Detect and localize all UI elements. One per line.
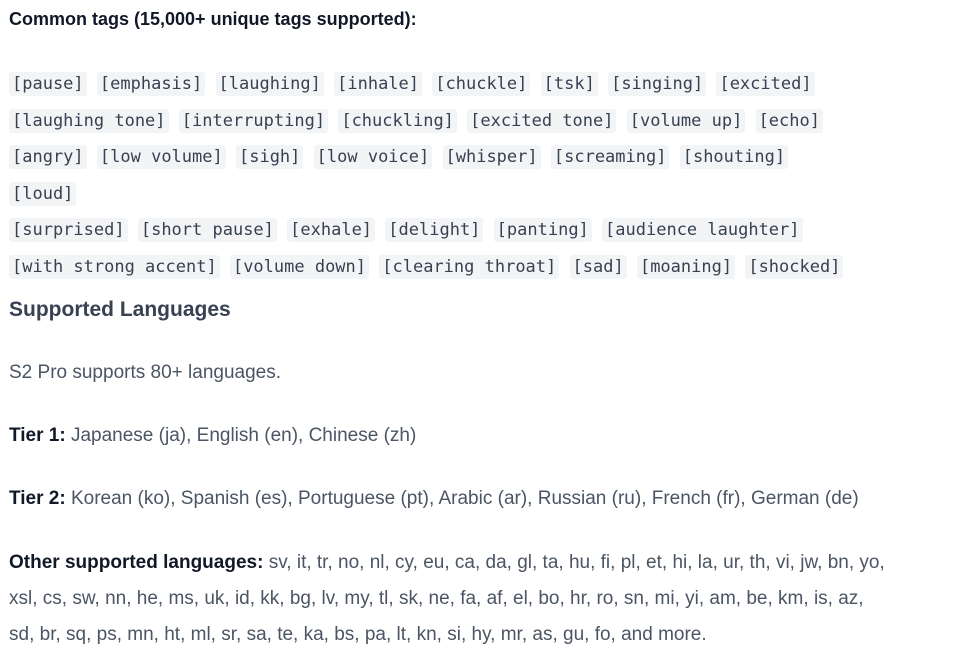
tag-item: [low volume] (97, 145, 226, 169)
common-tags-heading: Common tags (15,000+ unique tags supported): (9, 9, 417, 29)
tag-item: [sigh] (236, 145, 303, 169)
tag-item: [short pause] (138, 218, 277, 242)
tier2-text: Korean (ko), Spanish (es), Portuguese (pt), Arabic (ar), Russian (ru), French (fr), German (de) (65, 488, 859, 509)
tag-item: [moaning] (637, 255, 735, 279)
tier2-languages (9, 488, 936, 510)
tag-item: [interrupting] (179, 109, 328, 133)
tag-item: [exhale] (287, 218, 375, 242)
tag-item: [low voice] (314, 145, 433, 169)
tag-item: [delight] (385, 218, 483, 242)
tag-item: [echo] (756, 109, 823, 133)
tag-item: [excited] (716, 72, 814, 96)
tag-item: [panting] (494, 218, 592, 242)
tag-item: [excited tone] (467, 109, 616, 133)
tier1-text: Japanese (ja), English (en), Chinese (zh) (65, 425, 417, 446)
tag-item: [shocked] (745, 255, 843, 279)
tag-item: [surprised] (9, 218, 128, 242)
tag-item: [shouting] (680, 145, 788, 169)
tag-item: [pause] (9, 72, 87, 96)
tag-item: [volume down] (230, 255, 369, 279)
tag-item: [tsk] (541, 72, 598, 96)
tier1-label: Tier 1: (9, 425, 66, 446)
tag-item: [laughing] (216, 72, 324, 96)
other-languages-text: sv, it, tr, no, nl, cy, eu, ca, da, gl, ta, hu, fi, pl, et, hi, la, ur, th, vi, jw, bn, yo, xsl, cs, sw, nn, he, ms, uk, id, kk, bg, lv, my, tl, sk, ne, fa, af, el, bo, hr, ro, sn, mi, yi, am, be, km, is, az, sd, br, sq, ps, mn, ht, ml, sr, sa, te, ka, bs, pa, lt, kn, si, hy, mr, as, gu, fo, and more. (9, 552, 885, 645)
tag-item: [inhale] (334, 72, 422, 96)
tag-item: [loud] (9, 182, 76, 206)
tag-item: [volume up] (627, 109, 746, 133)
tag-item: [screaming] (551, 145, 670, 169)
tag-item: [chuckling] (338, 109, 457, 133)
tag-item: [sad] (570, 255, 627, 279)
tag-item: [clearing throat] (379, 255, 559, 279)
tag-item: [chuckle] (432, 72, 530, 96)
tag-item: [emphasis] (97, 72, 205, 96)
tag-list (9, 66, 849, 285)
tag-item: [angry] (9, 145, 87, 169)
tag-item: [laughing tone] (9, 109, 169, 133)
languages-intro: S2 Pro supports 80+ languages. (9, 362, 281, 383)
tag-item: [whisper] (443, 145, 541, 169)
other-languages-label: Other supported languages: (9, 552, 264, 573)
tier2-label: Tier 2: (9, 488, 66, 509)
tag-item: [audience laughter] (602, 218, 802, 242)
tier1-languages (9, 425, 936, 447)
tag-item: [with strong accent] (9, 255, 220, 279)
other-languages (9, 545, 889, 653)
tag-item: [singing] (608, 72, 706, 96)
supported-languages-title: Supported Languages (9, 298, 231, 321)
